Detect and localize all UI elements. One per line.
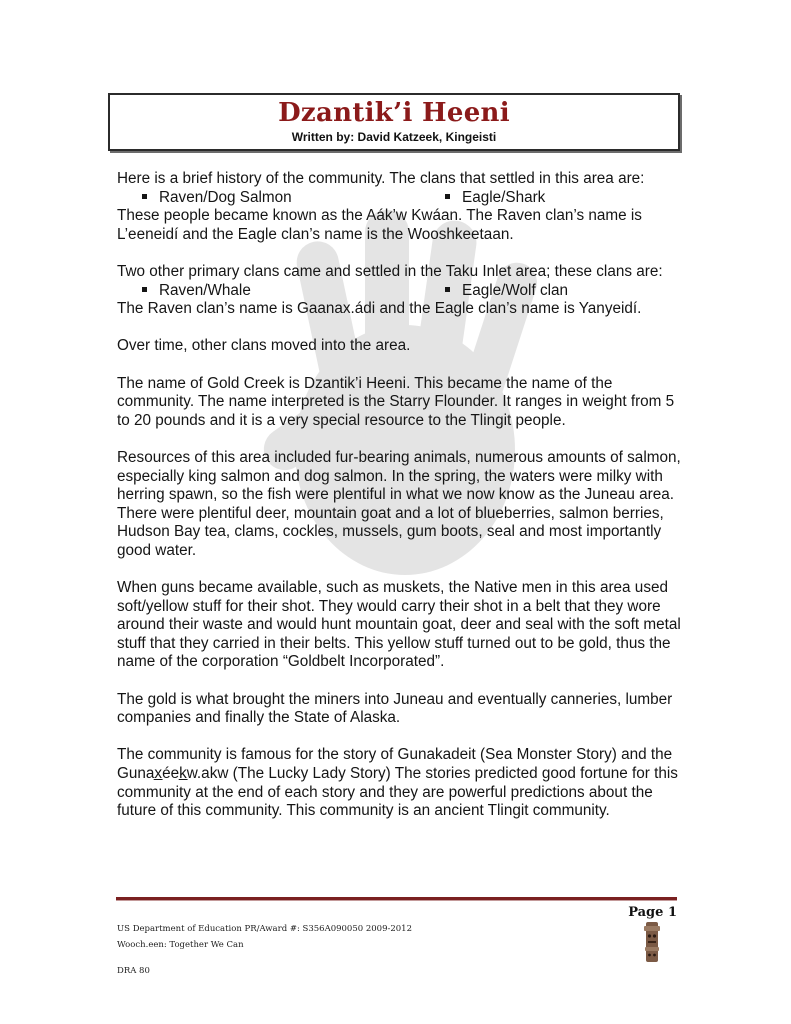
document-body xyxy=(117,170,682,839)
paragraph-other-clans: Over time, other clans moved into the area. xyxy=(117,337,411,355)
footer-award-line: US Department of Education PR/Award #: S356A090050 2009-2012 xyxy=(117,924,412,934)
bullet-item-label: Eagle/Wolf clan xyxy=(462,281,569,299)
footer-divider xyxy=(116,897,677,901)
bullet-item-label: Raven/Dog Salmon xyxy=(159,188,292,206)
bullet-item-label: Raven/Whale xyxy=(159,281,251,299)
page-number: Page 1 xyxy=(628,905,677,920)
paragraph-intro: Here is a brief history of the community. The clans that settled in this area are: xyxy=(117,170,645,187)
paragraph-aakw-kwaan: These people became known as the Aák’w Kwáan. The Raven clan’s name is L’eeneidí and the Eagle clan’s name is the Wooshkeetaan. xyxy=(117,207,642,243)
document-title: Dzantik’i Heeni xyxy=(278,98,510,128)
totem-pole-icon xyxy=(643,922,661,962)
bullet-list-first-clans xyxy=(117,189,682,208)
bullet-square-icon xyxy=(445,287,450,292)
title-box xyxy=(108,93,680,151)
paragraph-miners: The gold is what brought the miners into Juneau and eventually canneries, lumber companies and finally the State of Alaska. xyxy=(117,690,673,727)
bullet-item xyxy=(142,282,251,301)
bullet-item xyxy=(142,189,292,208)
paragraph-resources: Resources of this area included fur-bearing animals, numerous amounts of salmon, especially king salmon and dog salmon. In the spring, the waters were milky with herring spawn, so the fish were plentiful in what we now know as the Juneau area. There were plentiful deer, mountain goat and a lot of blueberries, salmon berries, Hudson Bay tea, clams, cockles, mussels, gum boots, seal and most importantly good water. xyxy=(117,448,681,559)
paragraph-taku-clans: Two other primary clans came and settled in the Taku Inlet area; these clans are: xyxy=(117,262,663,280)
bullet-square-icon xyxy=(142,287,147,292)
paragraph-gold-creek: The name of Gold Creek is Dzantik’i Heeni. This became the name of the community. The name interpreted is the Starry Flounder. It ranges in weight from 5 to 20 pounds and it is a very special resource to the Tlingit people. xyxy=(117,374,675,429)
paragraph-clan-names: The Raven clan’s name is Gaanax.ádi and the Eagle clan’s name is Yanyeidí. xyxy=(117,300,642,318)
paragraph-stories: The community is famous for the story of Gunakadeit (Sea Monster Story) and the Gunax̲éek̲w.akw (The Lucky Lady Story) The stories predicted good fortune for this community at the end of each story and they are powerful predictions about the future of this community. This community is an ancient Tlingit community. xyxy=(117,746,678,820)
bullet-square-icon xyxy=(142,194,147,199)
bullet-item-label: Eagle/Shark xyxy=(462,188,546,206)
bullet-item xyxy=(445,189,545,208)
footer-project-line: Wooch.een: Together We Can xyxy=(117,940,244,950)
paragraph-goldbelt: When guns became available, such as muskets, the Native men in this area used soft/yellow stuff for their shot. They would carry their shot in a belt that they wore around their waste and would hunt mountain goat, deer and seal with the soft metal stuff that they carried in their belts. This yellow stuff turned out to be gold, thus the name of the corporation “Goldbelt Incorporated”. xyxy=(117,579,681,671)
author-byline: Written by: David Katzeek, Kingeisti xyxy=(291,130,497,144)
bullet-item xyxy=(445,282,568,301)
footer-code-line: DRA 80 xyxy=(117,966,150,976)
bullet-square-icon xyxy=(445,194,450,199)
bullet-list-taku-clans xyxy=(117,282,682,301)
